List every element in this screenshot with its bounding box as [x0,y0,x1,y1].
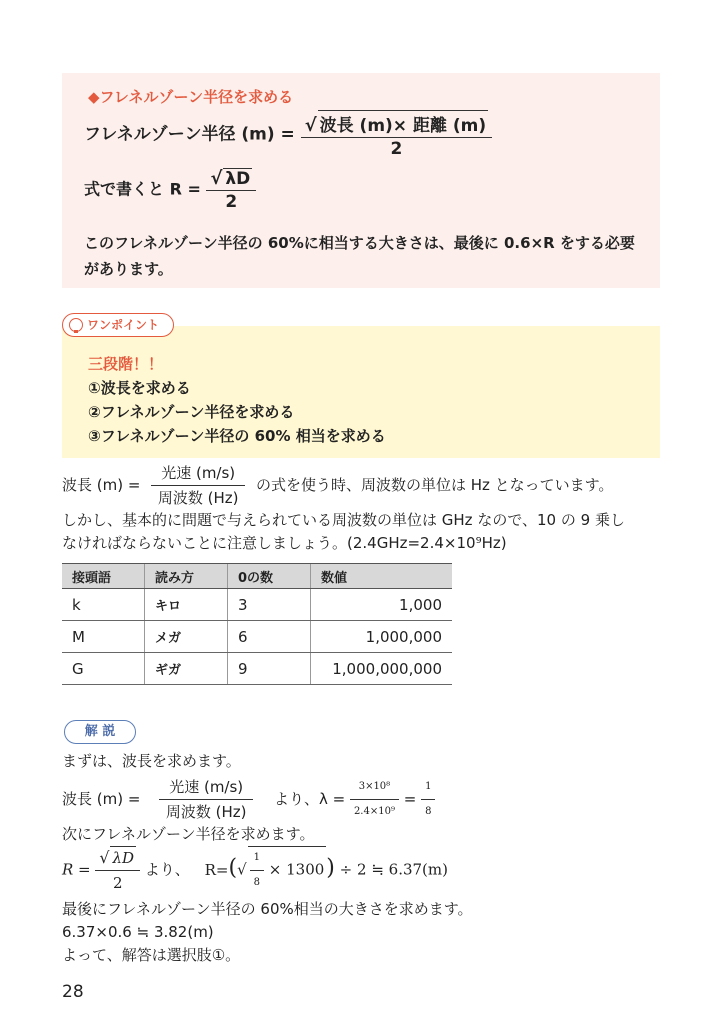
wavelength-calc-line [62,776,435,823]
radius-lhs: R = [62,860,91,879]
wavelength-numerator: 光速 (m/s) [159,776,253,800]
wavelength-denominator: 周波数 (Hz) [157,489,239,507]
table-cell: キロ [145,589,228,621]
body-text-line: なければならないことに注意しましょう。(2.4GHz=2.4×10⁹Hz) [62,534,507,552]
table-cell: k [62,589,145,621]
table-cell: 9 [228,653,311,685]
radius-calc-prefix: R= [204,860,229,879]
explanation-line: 最後にフレネルゾーン半径の 60%相当の大きさを求めます。 [62,900,473,918]
short-formula-radicand: λD [225,169,251,189]
wavelength-fraction [159,776,253,823]
explanation-badge: 解 説 [64,720,136,744]
table-header: 読み方 [145,564,228,589]
wavelength-formula-line [62,462,613,509]
wavelength-tail: の式を使う時、周波数の単位は Hz となっています。 [255,476,614,494]
step-item: ③フレネルゾーン半径の 60% 相当を求める [88,427,386,445]
table-cell: M [62,621,145,653]
open-paren: ( [228,855,238,881]
short-formula-denominator: 2 [225,192,238,212]
short-formula-fraction [206,168,256,212]
lightbulb-icon [69,318,83,332]
table-header: 接頭語 [62,564,145,589]
table-row [62,621,452,653]
formula-lhs: フレネルゾーン半径 (m) = [84,124,295,145]
radius-calc-line [62,846,448,894]
fresnel-radius-formula [84,110,492,159]
result-denominator: 8 [425,806,432,817]
result-numerator: 1 [421,776,435,800]
radical-sign: √ [210,168,223,189]
radius-denominator: 2 [112,874,123,892]
formula-heading: ◆フレネルゾーン半径を求める [88,88,294,106]
radius-calc-radicand [248,846,327,894]
formula-radicand: 波長 (m)× 距離 (m) [318,110,489,136]
table-cell: 1,000,000 [311,621,453,653]
formula-denominator: 2 [390,139,403,159]
radical-sign: √ [304,115,317,136]
wavelength-numerator: 光速 (m/s) [151,462,245,486]
table-header-row [62,564,452,589]
page-number: 28 [62,982,84,1002]
table-cell: 3 [228,589,311,621]
explanation-line: 6.37×0.6 ≒ 3.82(m) [62,923,214,941]
table-cell: G [62,653,145,685]
explanation-line: まずは、波長を求めます。 [62,752,241,770]
lambda-yori: より、λ = [273,790,346,808]
radius-calc-mult: × 1300 [268,860,325,879]
radius-fraction [95,846,140,894]
wavelength-lhs: 波長 (m) = [62,790,141,808]
formula-fraction [301,110,492,159]
step-item: ①波長を求める [88,379,191,397]
radius-calc-tail: ÷ 2 ≒ 6.37(m) [339,860,448,879]
wavelength-denominator: 周波数 (Hz) [165,803,247,821]
body-text-line: しかし、基本的に問題で与えられている周波数の単位は GHz なので、10 の 9 乗し [62,511,625,529]
lambda-denominator: 2.4×10⁹ [353,806,395,817]
result-fraction [421,776,435,823]
table-cell: 1,000,000,000 [311,653,453,685]
formula-note: このフレネルゾーン半径の 60%に相当する大きさは、最後に 0.6×R をする必要があります。 [84,234,635,278]
prefix-table [62,563,452,685]
table-cell: 1,000 [311,589,453,621]
lambda-numerator: 3×10⁸ [350,776,399,800]
step-item: ②フレネルゾーン半径を求める [88,403,295,421]
short-formula [84,168,256,212]
table-cell: メガ [145,621,228,653]
wavelength-fraction [151,462,245,509]
table-row [62,589,452,621]
eighth-fraction [250,847,264,894]
lambda-fraction [350,776,399,823]
short-formula-prefix: 式で書くと R = [84,179,201,199]
equals-sign: = [403,790,417,808]
one-point-title: 三段階！！ [88,355,164,373]
table-cell: 6 [228,621,311,653]
table-row [62,653,452,685]
radius-yori: より、 [144,860,190,879]
wavelength-lhs: 波長 (m) = [62,476,141,494]
radical-sign: √ [237,860,247,879]
explanation-line: よって、解答は選択肢①。 [62,946,241,964]
one-point-badge [62,313,174,337]
eighth-denominator: 8 [253,877,260,888]
one-point-badge-label: ワンポイント [87,318,160,332]
close-paren: ) [326,855,335,881]
radical-sign: √ [99,848,110,867]
eighth-numerator: 1 [250,847,264,871]
explanation-line: 次にフレネルゾーン半径を求めます。 [62,825,315,843]
table-header: 0の数 [228,564,311,589]
table-header: 数値 [311,564,453,589]
radius-radicand: λD [110,846,136,869]
table-cell: ギガ [145,653,228,685]
